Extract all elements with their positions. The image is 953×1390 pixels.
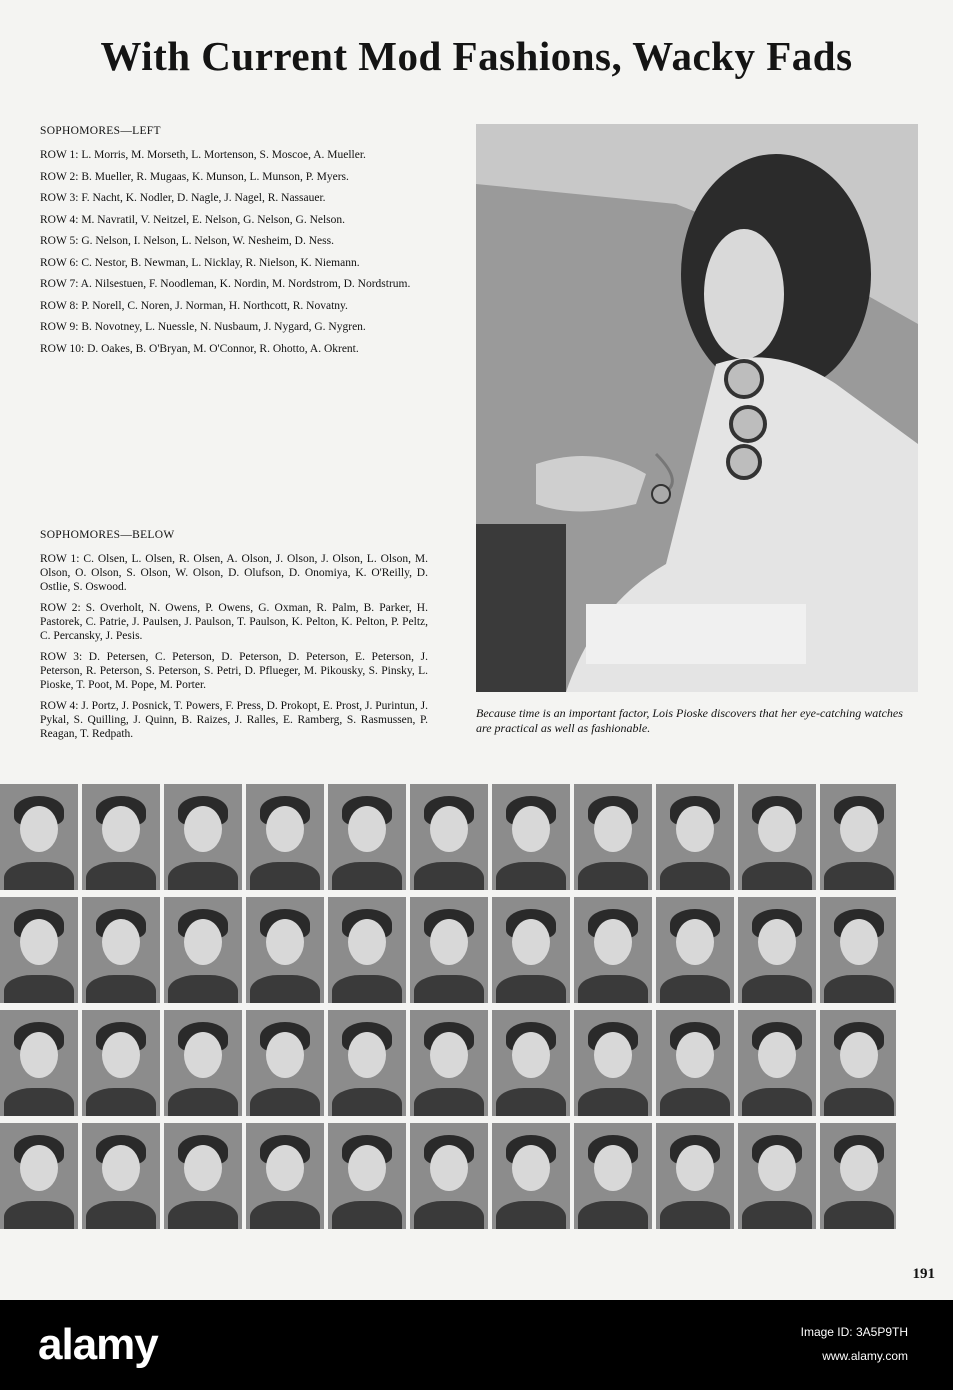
image-id-block <box>801 1320 908 1368</box>
student-portrait <box>656 1010 734 1116</box>
student-portrait <box>820 897 896 1003</box>
student-portrait <box>328 784 406 890</box>
page-title: With Current Mod Fashions, Wacky Fads <box>100 33 853 79</box>
student-portrait <box>820 1010 896 1116</box>
student-portrait <box>0 1010 78 1116</box>
sophomores-left-section <box>40 124 428 363</box>
student-portrait <box>82 1123 160 1229</box>
student-portrait <box>164 784 242 890</box>
student-portrait <box>410 1123 488 1229</box>
name-row: ROW 2: S. Overholt, N. Owens, P. Owens, G. Oxman, R. Palm, B. Parker, H. Pastorek, C. Patrie, J. Paulsen, J. Paulson, T. Paulson, K. Pelton, K. Pelton, P. Peltz, C. Percansky, J. Pesis. <box>40 602 428 642</box>
name-row: ROW 4: M. Navratil, V. Neitzel, E. Nelson, G. Nelson, G. Nelson. <box>40 213 346 226</box>
student-portrait <box>738 1010 816 1116</box>
student-portrait <box>738 897 816 1003</box>
student-portrait <box>656 784 734 890</box>
student-portrait <box>492 1010 570 1116</box>
name-row: ROW 7: A. Nilsestuen, F. Noodleman, K. Nordin, M. Nordstrom, D. Nordstrum. <box>40 278 411 290</box>
stock-footer-bar <box>0 1300 953 1390</box>
student-portrait <box>574 1010 652 1116</box>
section-heading: SOPHOMORES—LEFT <box>40 125 161 137</box>
student-portrait <box>574 897 652 1003</box>
site-url-text[interactable]: www.alamy.com <box>822 1349 908 1363</box>
name-row: ROW 1: L. Morris, M. Morseth, L. Mortenson, S. Moscoe, A. Mueller. <box>40 149 366 161</box>
feature-photo <box>476 124 918 692</box>
student-portrait <box>246 784 324 890</box>
girl-with-watches-image <box>476 124 918 692</box>
name-row: ROW 3: F. Nacht, K. Nodler, D. Nagle, J. Nagel, R. Nassauer. <box>40 192 326 204</box>
student-portrait <box>820 784 896 890</box>
student-portrait <box>82 1010 160 1116</box>
student-portrait <box>492 784 570 890</box>
student-portrait <box>82 897 160 1003</box>
name-row: ROW 4: J. Portz, J. Posnick, T. Powers, F. Press, D. Prokopt, E. Prost, J. Purintun, J. Pykal, S. Quilling, J. Quinn, B. Raizes, J. Ralles, E. Ramberg, S. Rasmussen, P. Reagan, T. Redpath. <box>40 700 428 740</box>
student-portrait <box>246 1010 324 1116</box>
student-portrait <box>246 897 324 1003</box>
student-portrait <box>410 1010 488 1116</box>
student-portrait <box>328 1010 406 1116</box>
student-portrait <box>574 1123 652 1229</box>
student-portrait <box>738 784 816 890</box>
name-row: ROW 9: B. Novotney, L. Nuessle, N. Nusbaum, J. Nygard, G. Nygren. <box>40 321 366 333</box>
student-portrait <box>246 1123 324 1229</box>
name-row: ROW 1: C. Olsen, L. Olsen, R. Olsen, A. Olson, J. Olson, J. Olson, L. Olson, M. Olson, O. Olson, S. Olson, W. Olson, D. Olufson, D. Onomiya, K. O'Reilly, D. Ostlie, S. Oswood. <box>40 553 428 593</box>
student-portrait <box>410 897 488 1003</box>
student-portrait <box>164 1123 242 1229</box>
student-portrait <box>164 1010 242 1116</box>
name-row: ROW 6: C. Nestor, B. Newman, L. Nicklay, R. Nielson, K. Niemann. <box>40 256 360 269</box>
name-row: ROW 8: P. Norell, C. Noren, J. Norman, H. Northcott, R. Novatny. <box>40 299 348 312</box>
alamy-logo: alamy <box>38 1320 158 1369</box>
student-portrait <box>410 784 488 890</box>
student-portrait <box>328 1123 406 1229</box>
student-portrait <box>656 1123 734 1229</box>
portrait-grid <box>0 784 896 1229</box>
name-row: ROW 5: G. Nelson, I. Nelson, L. Nelson, W. Nesheim, D. Ness. <box>40 235 334 247</box>
page-number: 191 <box>912 1266 935 1282</box>
student-portrait <box>820 1123 896 1229</box>
student-portrait <box>492 897 570 1003</box>
section-heading: SOPHOMORES—BELOW <box>40 529 175 541</box>
student-portrait <box>0 897 78 1003</box>
sophomores-below-section <box>40 528 428 748</box>
name-row: ROW 3: D. Petersen, C. Peterson, D. Peterson, D. Peterson, E. Peterson, J. Peterson, R. Peterson, S. Peterson, S. Petri, D. Pflueger, M. Pikousky, S. Pinsky, L. Pioske, T. Poot, M. Pope, M. Porter. <box>40 651 428 691</box>
photo-caption: Because time is an important factor, Lois Pioske discovers that her eye-catching watches are practical as well as fashionable. <box>476 706 903 735</box>
student-portrait <box>656 897 734 1003</box>
name-row: ROW 2: B. Mueller, R. Mugaas, K. Munson, L. Munson, P. Myers. <box>40 170 349 183</box>
image-id-text: Image ID: 3A5P9TH <box>800 1325 908 1339</box>
student-portrait <box>0 784 78 890</box>
name-row: ROW 10: D. Oakes, B. O'Bryan, M. O'Connor, R. Ohotto, A. Okrent. <box>40 342 359 355</box>
student-portrait <box>738 1123 816 1229</box>
student-portrait <box>82 784 160 890</box>
student-portrait <box>492 1123 570 1229</box>
student-portrait <box>574 784 652 890</box>
student-portrait <box>0 1123 78 1229</box>
student-portrait <box>164 897 242 1003</box>
student-portrait <box>328 897 406 1003</box>
